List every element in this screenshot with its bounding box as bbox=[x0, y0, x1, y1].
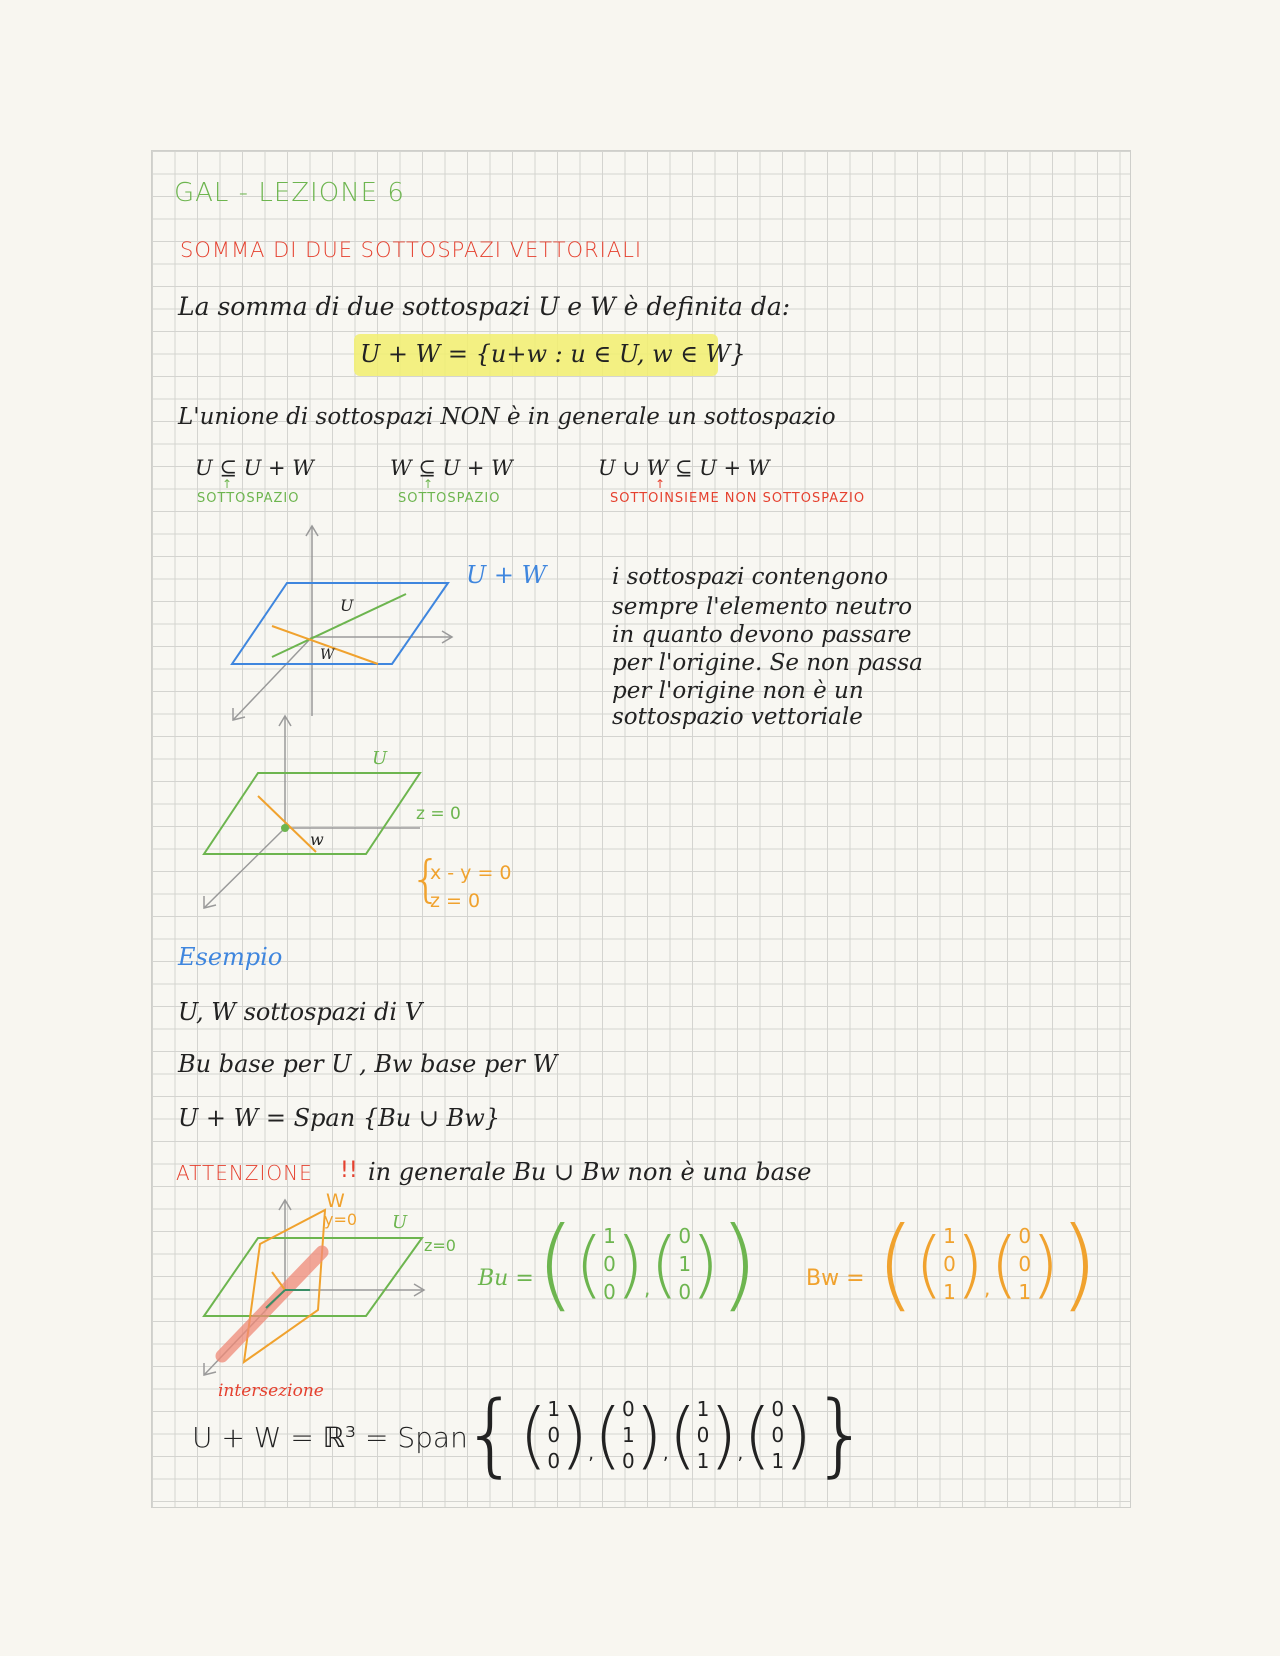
bw-vector-2: 0 0 1 bbox=[1018, 1224, 1032, 1304]
result-text: U + W = ℝ³ = Span bbox=[192, 1421, 468, 1454]
union-statement: L'unione di sottospazi NON è in generale un sottospazio bbox=[178, 404, 836, 430]
bu-vector-2: 0 1 0 bbox=[678, 1224, 692, 1304]
basis-vector bbox=[272, 1272, 285, 1290]
paren-open-icon: ( bbox=[668, 1393, 697, 1477]
plane-u-label: U bbox=[392, 1212, 408, 1233]
inclusion-u-note: SOTTOSPAZIO bbox=[197, 491, 300, 506]
paren-close-icon: ) bbox=[955, 1222, 984, 1306]
plane-equation: z = 0 bbox=[416, 804, 461, 824]
paren-open-icon: ( bbox=[575, 1222, 604, 1306]
bu-set: ( ( 1 0 0 ) , ( 0 1 0 ) ) bbox=[536, 1205, 759, 1322]
definition-line: La somma di due sottospazi U e W è definita da: bbox=[178, 292, 791, 321]
bw-vector-1: 1 0 1 bbox=[943, 1224, 956, 1304]
arrow-up-icon: ↑ bbox=[423, 477, 434, 491]
paren-close-icon: ) bbox=[709, 1393, 738, 1477]
paren-open-icon: ( bbox=[915, 1222, 944, 1306]
plane-z-label: z=0 bbox=[424, 1236, 456, 1255]
paren-close-icon: ) bbox=[1031, 1222, 1060, 1306]
paren-open-icon: ( bbox=[743, 1393, 772, 1477]
brace-icon: { bbox=[410, 850, 442, 908]
explanation-line: sottospazio vettoriale bbox=[612, 704, 863, 730]
brace-open-icon: { bbox=[462, 1382, 520, 1487]
definition-formula: U + W = {u+w : u ∈ U, w ∈ W} bbox=[360, 340, 746, 368]
page-title: GAL - LEZIONE 6 bbox=[174, 178, 405, 208]
inclusion-w: W ⊆ U + W bbox=[390, 456, 513, 480]
paren-open-icon: ( bbox=[519, 1393, 548, 1477]
result-vector-3: 1 0 1 bbox=[696, 1397, 710, 1473]
example-line: U + W = Span {Bu ∪ Bw} bbox=[178, 1104, 501, 1132]
plane-u-label: U bbox=[372, 748, 388, 769]
explanation-line: in quanto devono passare bbox=[612, 622, 912, 648]
line-w-label: w bbox=[310, 830, 324, 849]
example-line: U, W sottospazi di V bbox=[178, 998, 423, 1026]
arrow-up-icon: ↑ bbox=[655, 477, 666, 491]
plane-u bbox=[204, 1238, 422, 1316]
inclusion-u: U ⊆ U + W bbox=[195, 456, 314, 480]
paren-open-icon: ( bbox=[990, 1222, 1019, 1306]
warning-text: in generale Bu ∪ Bw non è una base bbox=[368, 1158, 812, 1186]
inclusion-w-note: SOTTOSPAZIO bbox=[398, 491, 501, 506]
paren-close-icon: ) bbox=[1059, 1205, 1099, 1322]
bu-vector-1: 1 0 0 bbox=[603, 1224, 616, 1304]
arrow-up-icon: ↑ bbox=[222, 477, 233, 491]
section-title: SOMMA DI DUE SOTTOSPAZI VETTORIALI bbox=[180, 238, 643, 262]
result-span-set: { ( 1 0 0 ) , ( 0 1 0 ) , ( 1 0 1 ) , ( 0 0 1 ) } bbox=[462, 1382, 870, 1487]
explanation-line: per l'origine non è un bbox=[612, 678, 864, 704]
system-eq-1: x - y = 0 bbox=[430, 862, 512, 884]
result-vector-2: 0 1 0 bbox=[622, 1397, 635, 1473]
explanation-line: per l'origine. Se non passa bbox=[612, 650, 923, 676]
warning-word: ATTENZIONE bbox=[176, 1161, 313, 1185]
brace-close-icon: } bbox=[812, 1382, 870, 1487]
paren-close-icon: ) bbox=[691, 1222, 720, 1306]
paren-close-icon: ) bbox=[634, 1393, 663, 1477]
result-vector-1: 1 0 0 bbox=[547, 1397, 561, 1473]
paren-open-icon: ( bbox=[650, 1222, 679, 1306]
line-w-label: W bbox=[320, 647, 335, 663]
bu-label: Bu = bbox=[478, 1266, 534, 1291]
explanation-line: i sottospazi contengono bbox=[612, 564, 889, 590]
bw-label: Bw = bbox=[806, 1266, 865, 1291]
inclusion-union: U ∪ W ⊆ U + W bbox=[598, 456, 770, 480]
plane-w-label: W bbox=[326, 1190, 345, 1212]
paren-open-icon: ( bbox=[876, 1205, 916, 1322]
plane-y-label: y=0 bbox=[324, 1210, 358, 1229]
result-vector-4: 0 0 1 bbox=[771, 1397, 785, 1473]
paren-close-icon: ) bbox=[615, 1222, 644, 1306]
example-line: Bu base per U , Bw base per W bbox=[178, 1050, 558, 1078]
paren-open-icon: ( bbox=[536, 1205, 576, 1322]
inclusion-union-note: SOTTOINSIEME NON SOTTOSPAZIO bbox=[610, 491, 866, 506]
system-eq-2: z = 0 bbox=[430, 890, 481, 912]
explanation-line: sempre l'elemento neutro bbox=[612, 594, 913, 620]
line-u-label: U bbox=[340, 596, 354, 615]
example-heading: Esempio bbox=[178, 943, 283, 971]
paren-close-icon: ) bbox=[784, 1393, 813, 1477]
paren-close-icon: ) bbox=[719, 1205, 759, 1322]
plane-label: U + W bbox=[466, 561, 547, 589]
warning-marks: !! bbox=[340, 1158, 358, 1183]
intersection-label: intersezione bbox=[218, 1381, 324, 1401]
paren-close-icon: ) bbox=[560, 1393, 589, 1477]
bw-set: ( ( 1 0 1 ) , ( 0 0 1 ) ) bbox=[876, 1205, 1099, 1322]
paren-open-icon: ( bbox=[593, 1393, 623, 1477]
